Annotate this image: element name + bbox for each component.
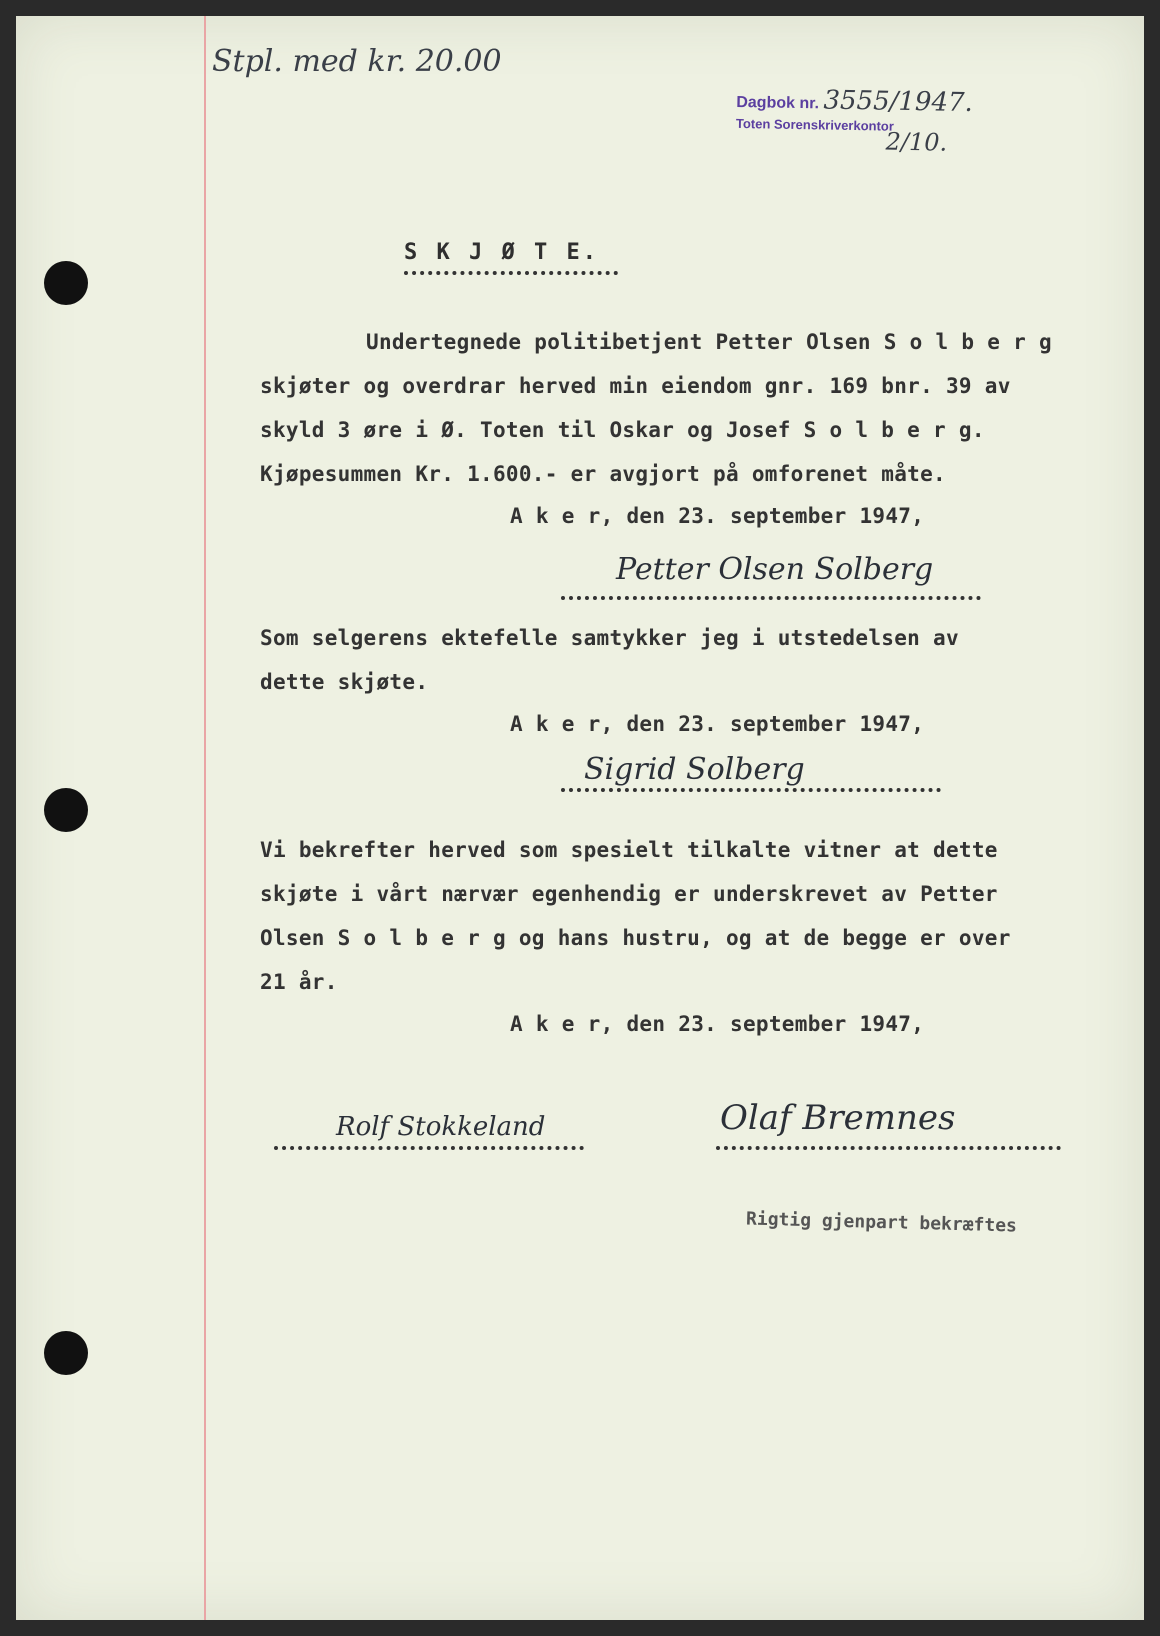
stamp-office: Toten Sorenskriverkontor — [735, 115, 895, 134]
signature-line-witness-2 — [716, 1146, 1061, 1150]
stamp-number: 3555/1947. — [823, 85, 974, 119]
signature-witness-1: Rolf Stokkeland — [336, 1112, 546, 1142]
paragraph3-line2: skjøte i vårt nærvær egenhendig er underskrevet av Petter — [260, 882, 998, 906]
paragraph3-line1: Vi bekrefter herved som spesielt tilkalte vitner at dette — [260, 838, 998, 862]
document-page — [16, 16, 1144, 1620]
paragraph3-line3: Olsen S o l b e r g og hans hustru, og at de begge er over — [260, 926, 1011, 950]
punch-hole — [44, 261, 88, 305]
signature-spouse: Sigrid Solberg — [584, 752, 805, 787]
paragraph1-line3: skyld 3 øre i Ø. Toten til Oskar og Josef S o l b e r g. — [260, 418, 985, 442]
paragraph3-line4: 21 år. — [260, 970, 338, 994]
margin-rule — [204, 16, 206, 1620]
registry-stamp — [735, 84, 973, 157]
punch-hole — [44, 1331, 88, 1375]
paragraph1-line1: Undertegnede politibetjent Petter Olsen S o l b e r g — [366, 330, 1052, 354]
stamp-label: Dagbok nr. — [736, 93, 820, 113]
signature-line-witness-1 — [274, 1146, 584, 1150]
punch-hole — [44, 788, 88, 832]
signature-seller: Petter Olsen Solberg — [616, 552, 934, 587]
stamp-date: 2/10. — [885, 127, 948, 157]
paragraph1-line4: Kjøpesummen Kr. 1.600.- er avgjort på omforenet måte. — [260, 462, 946, 486]
paragraph1-line2: skjøter og overdrar herved min eiendom gnr. 169 bnr. 39 av — [260, 374, 1011, 398]
paragraph2-line1: Som selgerens ektefelle samtykker jeg i utstedelsen av — [260, 626, 959, 650]
fee-note: Stpl. med kr. 20.00 — [212, 44, 502, 79]
title-underline — [404, 271, 618, 275]
signature-line-seller — [561, 596, 981, 600]
signature-witness-2: Olaf Bremnes — [720, 1098, 956, 1138]
date-line-1: A k e r, den 23. september 1947, — [510, 504, 925, 528]
date-line-3: A k e r, den 23. september 1947, — [510, 1012, 925, 1036]
document-title: S K J Ø T E. — [404, 240, 599, 265]
date-line-2: A k e r, den 23. september 1947, — [510, 712, 925, 736]
certification-stamp: Rigtig gjenpart bekræftes — [745, 1208, 1018, 1237]
paragraph2-line2: dette skjøte. — [260, 670, 429, 694]
signature-line-spouse — [561, 788, 941, 792]
